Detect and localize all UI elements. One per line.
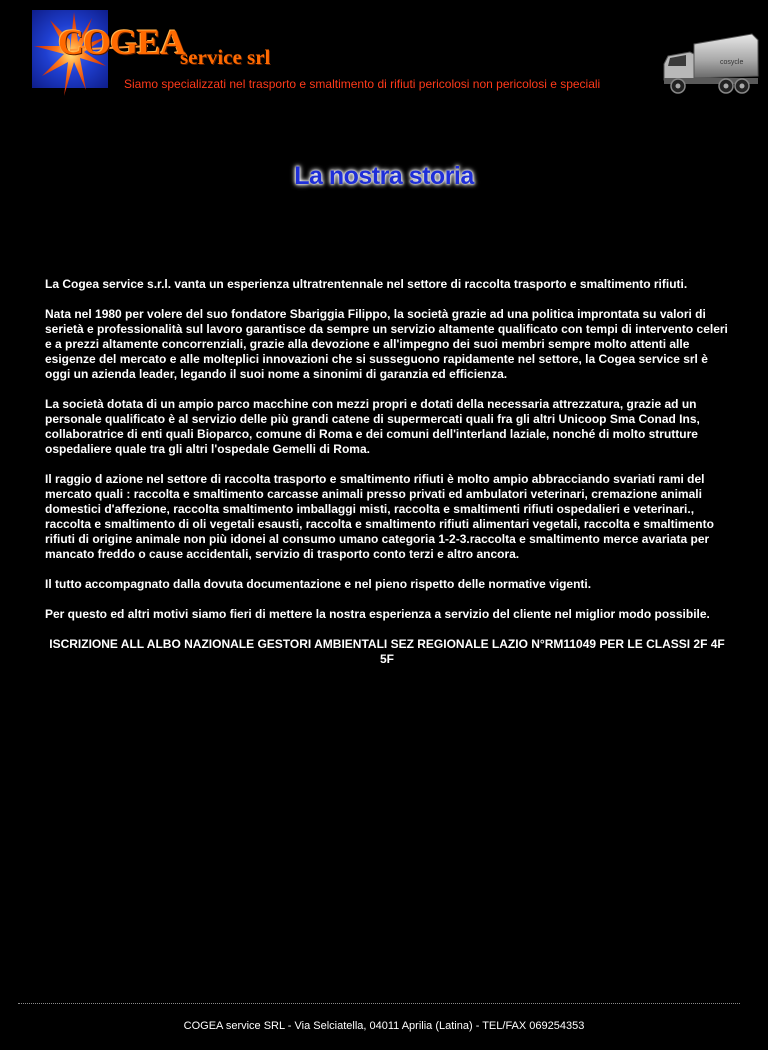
- story-paragraph: Il tutto accompagnato dalla dovuta documentazione e nel pieno rispetto delle normative vigenti.: [45, 577, 592, 591]
- story-paragraph: La società dotata di un ampio parco macchine con mezzi propri e dotati della necessaria attrezzatura, grazie ad un personale qualificato è al servizio delle più grandi catene di supermercati quali fra gli altri Unicoop Sma Conad Ins, collaboratrice di enti quali Bioparco, comune di Roma e dei comuni dell'interland laziale, nonché di molto strutture ospedaliere quale tra gli altri l'ospedale Gemelli di Roma.: [45, 397, 700, 456]
- page-header: [0, 0, 768, 110]
- truck-label: cosycle: [720, 59, 744, 66]
- page-title: La nostra storia: [294, 162, 474, 190]
- brand-name: COGEA: [58, 22, 186, 62]
- footer-divider: [18, 1003, 740, 1004]
- brand-suffix: service srl: [180, 45, 271, 69]
- registration-notice: ISCRIZIONE ALL ALBO NAZIONALE GESTORI AMBIENTALI SEZ REGIONALE LAZIO N°RM11049 PER LE CLASSI 2F 4F 5F: [49, 637, 725, 666]
- story-paragraph: Il raggio d azione nel settore di raccolta trasporto e smaltimento rifiuti è molto ampio abbracciando svariati rami del mercato quali : raccolta e smaltimento carcasse animali presso privati ed ambulatori veterinari, cremazione animali domestici d'affezione, raccolta smaltimento imballaggi misti, raccolta e smaltimenti rifiuti ospedalieri e veterinari., raccolta e smaltimento di oli vegetali esausti, raccolta e smaltimento rifiuti alimentari vegetali, raccolta e smaltimento rifiuti di origine animale non più idonei al consumo umano categoria 1-2-3.raccolta e smaltimento merce avariata per mancato freddo o cause accidentali, servizio di trasporto conto terzi e altro ancora.: [45, 472, 714, 561]
- garbage-truck-icon: [660, 32, 760, 94]
- story-paragraph: Per questo ed altri motivi siamo fieri di mettere la nostra esperienza a servizio del cliente nel miglior modo possibile.: [45, 607, 710, 621]
- story-paragraph: Nata nel 1980 per volere del suo fondatore Sbariggia Filippo, la società grazie ad una politica improntata su valori di serietà e professionalità sul lavoro garantisce da sempre un servizio altamente qualificato con tempi di intervento celeri e a prezzi altamente concorrenziali, grazie alla devozione e all'impegno dei suoi membri sempre molto attenti alle esigenze del mercato e alle molteplici innovazioni che si susseguono rapidamente nel settore, la Cogea service srl è oggi un azienda leader, legando il suoi nome a sinonimi di garanzia ed efficienza.: [45, 307, 728, 381]
- story-paragraph: La Cogea service s.r.l. vanta un esperienza ultratrentennale nel settore di raccolta trasporto e smaltimento rifiuti.: [45, 277, 688, 291]
- page-footer: COGEA service SRL - Via Selciatella, 04011 Aprilia (Latina) - TEL/FAX 069254353: [183, 1020, 585, 1032]
- story-content: [45, 277, 729, 682]
- company-tagline: Siamo specializzati nel trasporto e smaltimento di rifiuti pericolosi non pericolosi e speciali: [124, 77, 601, 91]
